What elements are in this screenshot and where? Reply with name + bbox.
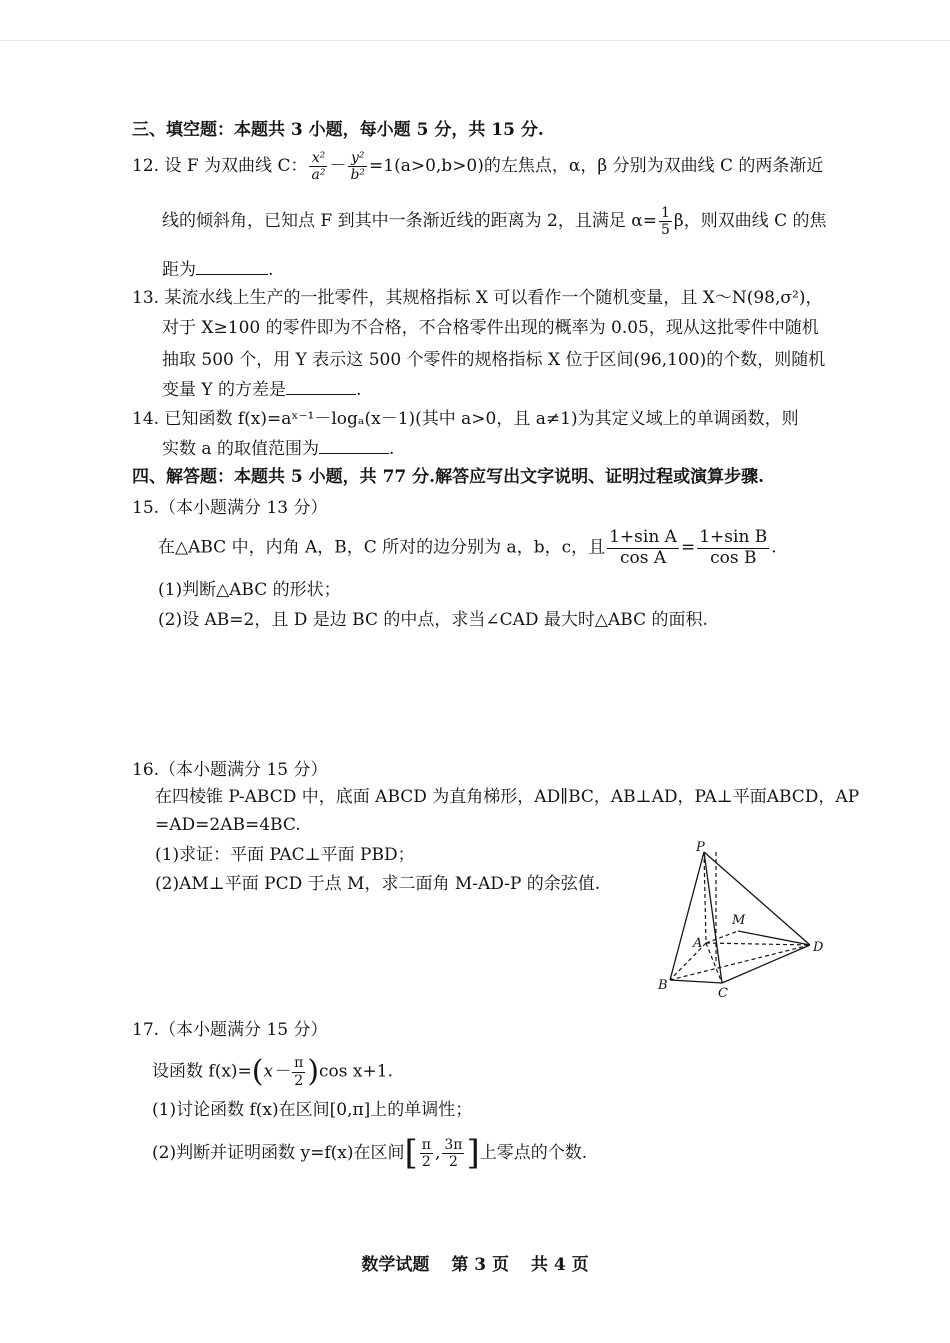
q13-line4-text: 变量 Y 的方差是 — [162, 380, 287, 400]
label-c: C — [718, 986, 728, 1001]
q12-fraction-y — [348, 150, 367, 183]
q15-fraction-a — [607, 528, 679, 568]
edge-pb — [670, 852, 704, 980]
q16-line2: =AD=2AB=4BC. — [155, 815, 301, 835]
q12-line1-text-b: =1(a>0,b>0)的左焦点，α，β 分别为双曲线 C 的两条渐近 — [369, 156, 824, 177]
q13-line2: 对于 X≥100 的零件即为不合格，不合格零件出现的概率为 0.05，现从这批零件中随机 — [162, 318, 819, 338]
q15-stem-text: 在△ABC 中，内角 A，B，C 所对的边分别为 a，b，c，且 — [158, 537, 606, 558]
label-b: B — [658, 978, 668, 993]
q17-comma: , — [434, 1142, 441, 1163]
q17-stem — [152, 1054, 393, 1090]
paren-open: ( — [251, 1054, 264, 1089]
footer-page-number: 第 3 页 — [451, 1255, 509, 1275]
section-3-header: 三、填空题：本题共 3 小题，每小题 5 分，共 15 分. — [132, 120, 544, 140]
frac-num: 1 — [660, 205, 670, 221]
frac-num: 3π — [444, 1136, 463, 1153]
q12-line2-text-a: 线的倾斜角，已知点 F 到其中一条渐近线的距离为 2，且满足 α= — [162, 211, 657, 232]
q12-fraction-x — [309, 150, 327, 183]
q17-fraction-upper — [442, 1137, 464, 1170]
frac-den: 2 — [421, 1153, 431, 1170]
q14-line2 — [162, 439, 394, 459]
q12-line2 — [162, 205, 827, 238]
q13-line3: 抽取 500 个，用 Y 表示这 500 个零件的规格指标 X 位于区间(96,100)的个数，则随机 — [162, 350, 826, 370]
q13-answer-blank[interactable] — [286, 393, 356, 395]
q13-period: . — [356, 380, 362, 400]
label-m: M — [732, 913, 746, 928]
frac-den: cos B — [710, 547, 757, 568]
segment-md — [738, 931, 810, 945]
frac-den: a² — [311, 167, 326, 184]
edge-cd — [722, 945, 810, 983]
frac-num: π — [421, 1136, 431, 1153]
pyramid-figure — [650, 835, 840, 1005]
q13-line4 — [162, 380, 361, 400]
q14-line2-text: 实数 a 的取值范围为 — [162, 439, 319, 459]
label-a: A — [693, 936, 703, 951]
edge-bc — [670, 980, 722, 983]
page-footer — [0, 1250, 950, 1275]
bracket-close: ] — [466, 1133, 480, 1173]
q15-period: . — [771, 537, 777, 558]
q17-title: 17.（本小题满分 15 分） — [132, 1020, 328, 1040]
q17-stem-text-a: 设函数 f(x)= — [152, 1061, 252, 1082]
q14-line1: 14. 已知函数 f(x)=aˣ⁻¹－logₐ(x－1)(其中 a>0，且 a≠1)为其定义域上的单调函数，则 — [132, 409, 799, 429]
q13-line1: 13. 某流水线上生产的一批零件，其规格指标 X 可以看作一个随机变量，且 X～N(98,σ²)， — [132, 288, 823, 308]
frac-num: π — [294, 1055, 304, 1072]
q17-fraction-pi — [292, 1055, 305, 1088]
frac-den: 2 — [294, 1072, 304, 1089]
q12-answer-blank[interactable] — [196, 273, 268, 275]
edge-ad — [706, 943, 810, 945]
q16-part2: (2)AM⊥平面 PCD 于点 M，求二面角 M-AD-P 的余弦值. — [155, 874, 601, 894]
bracket-open: [ — [404, 1133, 418, 1173]
q17-part2 — [152, 1133, 587, 1174]
label-d: D — [813, 940, 824, 955]
q17-part2-text-a: (2)判断并证明函数 y=f(x)在区间 — [152, 1142, 405, 1163]
q12-line2-text-b: β，则双曲线 C 的焦 — [673, 211, 827, 232]
paren-close: ) — [307, 1054, 320, 1089]
frac-den: b² — [350, 167, 366, 184]
q17-part1: (1)讨论函数 f(x)在区间[0,π]上的单调性； — [152, 1100, 473, 1120]
q12-line3-text: 距为 — [162, 260, 196, 280]
q14-period: . — [388, 439, 395, 459]
q16-title: 16.（本小题满分 15 分） — [132, 760, 328, 780]
q12-period: . — [268, 260, 274, 280]
q15-part2: (2)设 AB=2，且 D 是边 BC 的中点，求当∠CAD 最大时△ABC 的面积. — [158, 610, 708, 630]
q12-line1: 12. 设 F 为双曲线 C： $\frac{\text{x²}}{\text{a²}}$ － $\frac{\text{y²}}{\text{b²}}$ =1(a>0,b>0)的左焦点，α，β 分别为双曲线 C 的两条渐近 — [132, 150, 824, 184]
footer-subject: 数学试题 — [361, 1255, 430, 1275]
q16-line1: 在四棱锥 P-ABCD 中，底面 ABCD 为直角梯形，AD∥BC，AB⊥AD，PA⊥平面ABCD，AP — [155, 787, 860, 807]
frac-num: y² — [348, 150, 367, 167]
q14-answer-blank[interactable] — [319, 452, 389, 454]
edge-pd — [704, 852, 810, 945]
q12-line3 — [162, 260, 273, 280]
footer-total-pages: 共 4 页 — [530, 1255, 589, 1275]
label-p: P — [696, 840, 705, 855]
frac-num: 1+sin A — [609, 527, 677, 547]
q12-fraction-alpha — [659, 205, 672, 238]
q15-equals: = — [680, 537, 696, 558]
frac-den: 5 — [660, 222, 670, 239]
edge-pc — [704, 852, 722, 983]
frac-num: x² — [309, 150, 327, 167]
q17-x-minus: x－ — [263, 1061, 291, 1082]
frac-den: 2 — [448, 1153, 458, 1170]
q15-fraction-b — [697, 528, 769, 568]
q15-title: 15.（本小题满分 13 分） — [132, 498, 328, 518]
q15-stem — [158, 528, 777, 568]
segment-am — [706, 931, 738, 943]
q16-part1: (1)求证：平面 PAC⊥平面 PBD； — [155, 845, 415, 865]
frac-den: cos A — [619, 547, 667, 568]
frac-num: 1+sin B — [699, 527, 768, 547]
q17-fraction-lower — [420, 1137, 433, 1170]
q17-part2-text-b: 上零点的个数. — [479, 1142, 588, 1163]
section-4-header: 四、解答题：本题共 5 小题，共 77 分.解答应写出文字说明、证明过程或演算步骤. — [132, 467, 764, 487]
top-border — [0, 40, 950, 41]
q17-stem-text-b: cos x+1. — [319, 1061, 393, 1082]
q12-line1-text-a: 12. 设 F 为双曲线 C： — [132, 156, 308, 177]
q15-part1: (1)判断△ABC 的形状； — [158, 580, 341, 600]
